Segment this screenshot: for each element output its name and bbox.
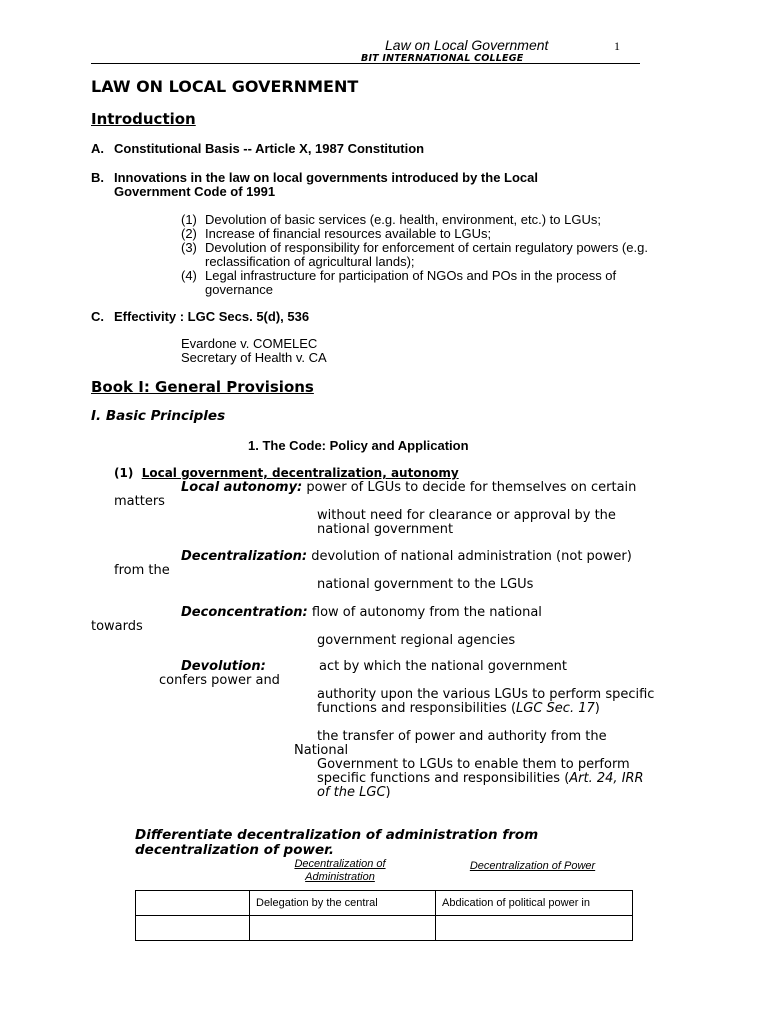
item-c-marker: C.: [91, 309, 104, 324]
item-a: [91, 141, 424, 156]
table-row: [136, 916, 633, 941]
table-cell: Delegation by the central: [250, 891, 436, 916]
list-item: (1) Devolution of basic services (e.g. health, environment, etc.) to LGUs;: [181, 212, 601, 227]
running-title: Law on Local Government: [385, 37, 549, 53]
deconcentration-term: Deconcentration:: [181, 605, 308, 620]
decentralization-def: Decentralization: devolution of national administration (not power): [181, 549, 632, 564]
item-a-marker: A.: [91, 141, 104, 156]
table-cell: [436, 916, 633, 941]
list-item: (2) Increase of financial resources available to LGUs;: [181, 226, 492, 241]
innovations-list: [181, 213, 681, 297]
definition-line: matters: [114, 494, 165, 509]
subheading: [114, 466, 459, 480]
definition-line: government regional agencies: [317, 633, 516, 648]
definition-line: without need for clearance or approval by the: [317, 508, 616, 523]
differentiate-question: Differentiate decentralization of administration from: [135, 827, 539, 843]
differentiate-question-cont: decentralization of power.: [135, 842, 334, 858]
item-c: [91, 309, 309, 324]
definition-line: towards: [91, 619, 143, 634]
case-citation: Secretary of Health v. CA: [181, 350, 327, 365]
comparison-table: [135, 890, 633, 941]
book1-heading: Book I: General Provisions: [91, 378, 314, 396]
table-cell: Abdication of political power in: [436, 891, 633, 916]
definition-line: national government: [317, 522, 454, 537]
section1-heading: 1. The Code: Policy and Application: [248, 438, 469, 453]
table-cell: [136, 916, 250, 941]
list-item: (4) Legal infrastructure for participation of NGOs and POs in the process of governance: [181, 268, 617, 297]
page-number: 1: [614, 39, 620, 53]
citation: LGC Sec. 17: [516, 701, 595, 716]
citation: of the LGC: [317, 785, 386, 800]
column-header-administration: Decentralization of Administration: [294, 858, 386, 883]
definition-line: of the LGC): [317, 785, 391, 800]
devolution-term: Devolution:: [181, 659, 266, 674]
item-a-text: Constitutional Basis -- Article X, 1987 Constitution: [114, 141, 425, 156]
definition-line: confers power and: [159, 673, 280, 688]
decentralization-term: Decentralization:: [181, 549, 308, 564]
item-b-marker: B.: [91, 170, 104, 185]
definition-line: national government to the LGUs: [317, 577, 534, 592]
header-rule: [91, 63, 640, 64]
table-cell: [250, 916, 436, 941]
subheading-number: (1): [114, 466, 134, 480]
table-cell: [136, 891, 250, 916]
local-autonomy-def: Local autonomy: power of LGUs to decide for themselves on certain: [181, 480, 637, 495]
definition-line: Government to LGUs to enable them to perform: [317, 757, 630, 772]
definition-line: the transfer of power and authority from the: [317, 729, 607, 744]
item-b-text-cont: Government Code of 1991: [114, 184, 276, 199]
part1-heading: I. Basic Principles: [91, 408, 226, 424]
column-header-power: Decentralization of Power: [469, 860, 596, 872]
list-item: (3) Devolution of responsibility for enforcement of certain regulatory powers (e.g. reclassification of agricultural lands);: [181, 240, 648, 269]
local-autonomy-term: Local autonomy:: [181, 480, 303, 495]
table-row: [136, 891, 633, 916]
definition-line: specific functions and responsibilities (Art. 24, IRR: [317, 771, 644, 786]
definition-line: from the: [114, 563, 170, 578]
document-title: LAW ON LOCAL GOVERNMENT: [91, 77, 359, 96]
deconcentration-def: Deconcentration: flow of autonomy from the national: [181, 605, 542, 620]
definition-line: authority upon the various LGUs to perform specific: [317, 687, 655, 702]
item-c-text: Effectivity : LGC Secs. 5(d), 536: [114, 309, 310, 324]
item-b-text: Innovations in the law on local governments introduced by the Local: [114, 170, 538, 185]
subheading-text: Local government, decentralization, autonomy: [141, 466, 459, 480]
institution-name: BIT INTERNATIONAL COLLEGE: [361, 53, 524, 64]
definition-line: functions and responsibilities (LGC Sec. 17): [317, 701, 600, 716]
definition-line: act by which the national government: [319, 659, 567, 674]
case-citation: Evardone v. COMELEC: [181, 336, 318, 351]
introduction-heading: Introduction: [91, 110, 196, 128]
item-b: [91, 170, 538, 185]
citation: Art. 24, IRR: [569, 771, 644, 786]
definition-line: National: [294, 743, 349, 758]
